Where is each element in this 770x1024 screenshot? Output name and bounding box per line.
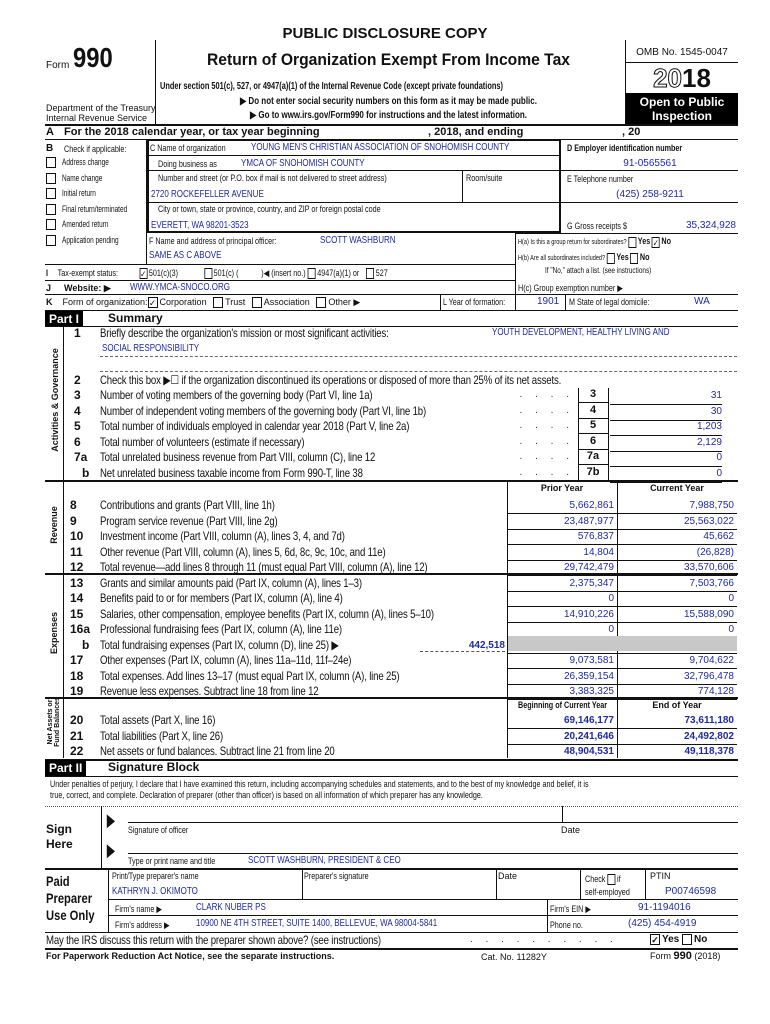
fin-line-text: Net assets or fund balances. Subtract line 21 from line 20 [100,744,335,758]
other-label: Other ▶ [328,297,361,307]
footer-form-prefix: Form [650,951,671,961]
ha-yes-label: Yes [637,236,651,246]
current-year-value: 32,796,478 [683,670,734,682]
current-year-value: 73,611,180 [684,715,734,726]
prior-year-value: 29,742,479 [563,562,614,573]
form-subtitle: Under section 501(c), 527, or 4947(a)(1) of the Internal Revenue Code (except private foundations) [160,81,503,92]
row-a-letter: A [46,126,54,138]
city-label: City or town, state or province, country, and ZIP or foreign postal code [158,204,381,214]
prior-year-value: 48,904,531 [563,746,614,757]
current-year-header: Current Year [650,483,704,493]
corporation-label: Corporation [159,297,207,307]
firm-phone-label: Phone no. [550,920,583,930]
fin-line-num: 18 [70,668,84,683]
j-letter: J [46,283,52,293]
discuss-no-label: No [694,934,708,946]
ptin-label: PTIN [650,871,671,881]
form-title: Return of Organization Exempt From Income Tax [207,50,570,69]
ha-yes-checkbox[interactable] [628,237,636,248]
leader-dots: . . . . [519,435,574,447]
row-rule [507,606,737,607]
gov-line-text: Total number of individuals employed in calendar year 2018 (Part V, line 2a) [100,419,410,433]
fin-line-text: Salaries, other compensation, employee benefits (Part IX, column (A), lines 5–10) [100,606,434,621]
fin-line-num: 17 [70,653,84,667]
k-label: Form of organization: [62,297,148,307]
prior-year-value: 20,241,646 [563,730,614,742]
fin-line-text: Total assets (Part X, line 16) [100,713,216,727]
fin-line-text: Revenue less expenses. Subtract line 18 from line 12 [100,684,319,698]
street-value: 2720 ROCKEFELLER AVENUE [151,189,264,200]
other-checkbox[interactable] [316,297,326,308]
side-label-expenses: Expenses [49,611,59,655]
fin-line-num: 21 [70,728,84,743]
ein-label: D Employer identification number [567,143,683,153]
ptin-value: P00746598 [665,886,717,897]
footer-form-year: (2018) [694,951,721,961]
phone-label: E Telephone number [567,174,634,184]
irs-website-note: ▶ Go to www.irs.gov/Form990 for instructions and the latest information. [250,110,527,121]
current-year-value: 25,563,022 [683,515,734,527]
fundraising-inline-value: 442,518 [420,640,505,652]
open-public-1: Open to Public [639,95,725,109]
year-outline: 20 [653,63,682,93]
fin-line-num: 11 [70,544,83,559]
current-year-value: 15,588,090 [683,608,734,620]
4947-label: 4947(a)(1) or [317,268,360,278]
row-k [46,297,360,308]
street-label: Number and street (or P.O. box if mail is not delivered to street address) [158,173,387,183]
end-year-header: End of Year [652,700,702,710]
check-item-3[interactable] [46,204,153,215]
officer-address: SAME AS C ABOVE [149,250,222,261]
gov-line-text: Number of independent voting members of the governing body (Part VI, line 1b) [100,403,427,418]
footer-form-number: 990 [673,950,692,962]
leader-dots: . . . . [519,389,574,400]
row-rule [507,513,737,514]
row-rule [507,744,737,745]
paid-label-3: Use Only [46,907,95,923]
prior-year-value: 69,146,177 [563,715,614,726]
fin-line-num: b [82,637,90,652]
row-i [46,268,388,279]
gov-line-box: 4 [578,404,608,419]
firm-ein-label: Firm's EIN ▶ [550,904,591,914]
gov-line-box: 5 [578,419,608,434]
hb-no-label: No [639,252,650,262]
sign-arrow-icon: ▶ [106,810,116,830]
current-year-value: 45,662 [703,531,734,542]
prior-year-value: 23,487,977 [563,515,614,527]
org-name: YOUNG MEN'S CHRISTIAN ASSOCIATION OF SNOHOMISH COUNTY [251,142,510,153]
gov-line-value: 0 [610,452,722,467]
name-title-value: SCOTT WASHBURN, PRESIDENT & CEO [248,855,401,866]
current-year-value: 7,988,750 [689,500,734,511]
part1-tag: Part I [45,311,83,327]
dept-treasury: Department of the Treasury [46,103,156,113]
row-rule [507,575,737,576]
open-public-2: Inspection [651,109,712,123]
applicable-label: Initial return [62,188,96,198]
part1-title: Summary [108,311,163,325]
row-rule [507,529,737,530]
gov-line-num: 6 [74,434,81,449]
gov-line-value: 0 [610,468,722,483]
irs-label: Internal Revenue Service [46,113,148,123]
section-b-title: Check if applicable: [64,144,127,154]
prior-year-value: 0 [608,624,614,635]
footer-form-id [650,950,720,962]
trust-checkbox[interactable] [213,297,223,308]
officer-signature-field[interactable]: Signature of officer [128,825,189,835]
tax-year [626,63,738,94]
firm-address: 10900 NE 4TH STREET, SUITE 1400, BELLEVUE, WA 98004-5841 [196,918,438,929]
discuss-yes-checkbox[interactable]: ✓ [651,935,659,945]
fin-line-text: Program service revenue (Part VIII, line 2g) [100,513,278,528]
gov-line-value: 2,129 [610,437,722,452]
public-disclosure-banner: PUBLIC DISCLOSURE COPY [282,25,488,42]
fin-line-text: Total fundraising expenses (Part IX, column (D), line 25) ▶ [100,637,339,652]
irs-discuss-answer [650,934,707,945]
prior-year-value: 5,662,861 [569,500,614,511]
501c3-checkbox[interactable]: ✓ [140,269,147,280]
leader-dots: . . . . [519,451,574,462]
gov-line-box: 7b [578,466,608,481]
sign-label-2: Here [46,837,73,851]
row-a-label: For the 2018 calendar year, or tax year beginning [64,126,320,138]
gov-line-box: 3 [578,388,608,403]
year-bold: 18 [682,63,711,93]
fin-line-text: Total expenses. Add lines 13–17 (must equal Part IX, column (A), line 25) [100,668,400,683]
ha-no-checkbox[interactable]: ✓ [652,237,659,248]
line2-num: 2 [74,373,81,387]
fin-line-text: Total revenue—add lines 8 through 11 (must equal Part VIII, column (A), line 12) [100,560,428,574]
side-label-net-assets: Net Assets or Fund Balances [47,697,61,747]
state-domicile-value: WA [694,296,710,307]
i-letter: I [46,268,49,278]
fin-line-num: 9 [70,513,77,528]
form-label: Form [46,60,70,71]
row-rule [507,653,737,654]
room-suite-label: Room/suite [466,173,503,183]
fin-line-num: 20 [70,713,84,727]
current-year-value: (26,828) [696,546,734,558]
gov-line-text: Net unrelated business taxable income from Form 990-T, line 38 [100,465,363,480]
applicable-checkbox[interactable] [46,173,56,184]
officer-name: SCOTT WASHBURN [320,235,396,246]
gov-line-num: 4 [74,403,81,418]
hb-yes-checkbox[interactable] [607,253,615,264]
side-label-revenue: Revenue [49,506,59,544]
gov-line-num: 5 [74,419,81,433]
ha-no-label: No [661,236,671,246]
prior-year-value: 2,375,347 [569,577,614,589]
prior-year-value: 14,910,226 [563,608,614,620]
paid-label-1: Paid [46,873,70,889]
gov-line-num: b [82,465,90,480]
fin-line-num: 8 [70,498,77,512]
fin-line-num: 14 [70,591,84,605]
applicable-checkbox[interactable] [46,188,56,199]
row-rule [507,622,737,623]
current-year-value: 0 [728,624,734,635]
fin-line-text: Investment income (Part VIII, column (A), lines 3, 4, and 7d) [100,529,345,543]
begin-year-header: Beginning of Current Year [518,700,608,710]
hb-yes-label: Yes [616,252,629,262]
applicable-label: Final return/terminated [62,203,128,214]
gov-line-value: 31 [610,390,722,405]
gov-line-box: 7a [578,450,608,465]
gov-line-value: 1,203 [610,421,722,436]
paperwork-notice: For Paperwork Reduction Act Notice, see the separate instructions. [46,951,335,961]
sign-label-1: Sign [46,822,72,836]
applicable-checkbox[interactable] [46,219,56,230]
part2-title: Signature Block [108,760,200,774]
fin-line-num: 13 [70,575,84,590]
prior-year-value: 9,073,581 [569,655,614,666]
check-item-1[interactable] [46,173,118,184]
fin-line-num: 10 [70,529,84,543]
row-a-end: , 20 [622,126,641,138]
fin-line-num: 15 [70,606,84,621]
sign-arrow-icon-2: ▶ [106,840,116,860]
fin-line-text: Other revenue (Part VIII, column (A), lines 5, 6d, 8c, 9c, 10c, and 11e) [100,544,386,559]
city-value: EVERETT, WA 98201-3523 [151,220,249,231]
discuss-yes-label: Yes [662,934,680,946]
part2-tag: Part II [45,760,86,776]
hb-no-checkbox[interactable] [630,253,638,264]
penalty-text-2: true, correct, and complete. Declaration of preparer (other than officer) is based on all information of which preparer has any knowledge. [50,790,483,800]
preparer-name-label: Print/Type preparer's name [112,871,199,881]
mission-line-1: YOUTH DEVELOPMENT, HEALTHY LIVING AND [492,327,670,338]
leader-dots: . . . . [519,466,574,478]
website-value[interactable]: WWW.YMCA-SNOCO.ORG [130,282,230,293]
current-year-value: 9,704,622 [689,655,734,666]
501c-checkbox[interactable] [204,268,212,279]
dba-label: Doing business as [158,159,217,169]
gov-line-text: Total number of volunteers (estimate if necessary) [100,434,305,449]
gov-line-box: 6 [578,435,608,450]
fin-line-num: 22 [70,744,84,758]
fin-line-text: Professional fundraising fees (Part IX, column (A), line 11e) [100,622,342,636]
firm-name: CLARK NUBER PS [196,902,266,913]
applicable-checkbox[interactable] [46,235,56,246]
penalty-text-1: Under penalties of perjury, I declare that I have examined this return, including accompanying schedules and statements, and to the best of my knowledge and belief, it is [50,779,589,789]
current-year-value: 774,128 [697,686,734,697]
irs-discuss-question: May the IRS discuss this return with the preparer shown above? (see instructions) [46,933,381,947]
gov-line-num: 3 [74,388,81,402]
4947-checkbox[interactable] [308,268,316,279]
year-formation-label: L Year of formation: [443,297,506,307]
applicable-checkbox[interactable] [46,157,56,168]
preparer-signature-field[interactable]: Preparer's signature [304,871,369,881]
firm-name-label: Firm's name ▶ [115,904,162,914]
website-label: Website: ▶ [64,283,111,293]
current-year-value: 49,118,378 [684,746,734,757]
sign-date-label: Date [561,825,581,835]
row-a-mid: , 2018, and ending [428,126,524,138]
row-rule [507,560,737,561]
gross-receipts-value: 35,324,928 [685,220,736,231]
name-title-label: Type or print name and title [128,856,216,866]
group-return-question [518,236,671,248]
paid-label-2: Preparer [46,890,93,906]
line1-text: Briefly describe the organization's mission or most significant activities: [100,326,389,340]
col-divider [608,388,609,480]
501c3-label: 501(c)(3) [148,268,179,278]
org-name-label: C Name of organization [150,143,226,153]
subordinates-question [518,252,650,264]
state-domicile-label: M State of legal domicile: [569,297,650,307]
check-label: Check [585,874,606,884]
hb-label: H(b) Are all subordinates included? [518,255,606,262]
mission-line-2: SOCIAL RESPONSIBILITY [102,343,200,354]
current-year-value: 33,570,606 [683,562,734,573]
check-item-2[interactable] [46,188,109,199]
catalog-number: Cat. No. 11282Y [481,952,547,962]
527-checkbox[interactable] [366,268,374,279]
year-formation-value: 1901 [537,296,560,307]
applicable-label: Amended return [62,219,109,229]
gov-line-text: Number of voting members of the governing body (Part VI, line 1a) [100,388,373,402]
row-rule [507,544,737,545]
leader-dots: . . . . [519,404,574,416]
current-year-value: 7,503,766 [689,577,734,589]
fin-line-text: Contributions and grants (Part VIII, line 1h) [100,498,275,512]
gross-receipts-label: G Gross receipts $ [567,221,628,231]
fin-line-text: Total liabilities (Part X, line 26) [100,728,223,743]
ha-label: H(a) Is this a group return for subordinates? [518,239,627,246]
prior-year-value: 0 [608,593,614,604]
trust-label: Trust [225,297,246,307]
self-employed-checkbox[interactable] [607,874,615,885]
section-b-letter: B [46,143,54,154]
corporation-checkbox[interactable]: ✓ [148,298,157,309]
check-item-5[interactable] [46,235,141,246]
i-label: Tax-exempt status: [57,268,119,278]
fin-line-text: Grants and similar amounts paid (Part IX, column (A), lines 1–3) [100,575,362,590]
applicable-label: Address change [62,157,109,167]
501c-label: 501(c) ( [213,268,239,278]
group-exemption-label: H(c) Group exemption number ▶ [518,283,623,293]
gov-line-value: 30 [610,406,722,421]
prior-year-header: Prior Year [540,483,584,493]
fin-line-num: 19 [70,684,84,698]
fin-line-text: Other expenses (Part IX, column (A), lines 11a–11d, 11f–24e) [100,653,352,667]
check-item-0[interactable] [46,157,127,168]
current-year-value: 0 [728,593,734,604]
current-year-value: 24,492,802 [683,730,734,742]
row-rule [507,684,737,685]
dba-value: YMCA OF SNOHOMISH COUNTY [241,158,365,169]
prior-year-value: 26,359,154 [563,670,614,682]
form-number: 990 [73,42,113,73]
if-label: if [617,874,621,884]
omb-number: OMB No. 1545-0047 [636,47,728,58]
527-label: 527 [375,268,388,278]
fin-line-num: 12 [70,560,84,574]
hb-note: If "No," attach a list. (see instructions) [545,266,652,275]
self-employed-check [585,874,621,885]
insert-no-label: )◀ (insert no.) [261,268,306,278]
discuss-no-checkbox[interactable] [682,934,692,945]
applicable-checkbox[interactable] [46,204,56,215]
preparer-date-label: Date [498,871,518,881]
prior-year-value: 576,837 [577,531,614,542]
firm-ein: 91-1194016 [638,902,691,913]
firm-address-label: Firm's address ▶ [115,920,170,930]
line2-text[interactable]: Check this box ▶☐ if the organization discontinued its operations or disposed of more than 25% of its net assets. [100,373,562,387]
association-checkbox[interactable] [252,297,262,308]
row-rule [507,728,737,729]
association-label: Association [263,297,310,307]
check-item-4[interactable] [46,219,127,230]
prior-year-value: 3,383,325 [569,686,614,697]
col-divider [578,388,579,480]
applicable-label: Application pending [62,234,119,245]
preparer-name: KATHRYN J. OKIMOTO [112,886,198,897]
firm-phone: (425) 454-4919 [628,918,697,929]
k-letter: K [46,297,53,307]
prior-year-value: 14,804 [583,546,614,558]
phone-value: (425) 258-9211 [616,189,684,200]
leader-dots: . . . . . . . . . . [470,934,618,945]
ein-value: 91-0565561 [623,158,677,169]
officer-label: F Name and address of principal officer: [149,236,277,246]
fin-line-num: 16a [70,622,91,636]
side-label-governance: Activities & Governance [50,348,60,452]
ssn-note: ▶ Do not enter social security numbers on this form as it may be made public. [240,96,537,107]
gov-line-num: 7a [74,450,88,464]
self-employed-label: self-employed [585,887,630,897]
row-rule [507,591,737,592]
leader-dots: . . . . [519,420,574,431]
line1-num: 1 [74,326,81,340]
applicable-label: Name change [62,172,103,183]
row-rule [507,668,737,669]
gov-line-text: Total unrelated business revenue from Part VIII, column (C), line 12 [100,450,376,464]
fin-line-text: Benefits paid to or for members (Part IX, column (A), line 4) [100,591,343,605]
